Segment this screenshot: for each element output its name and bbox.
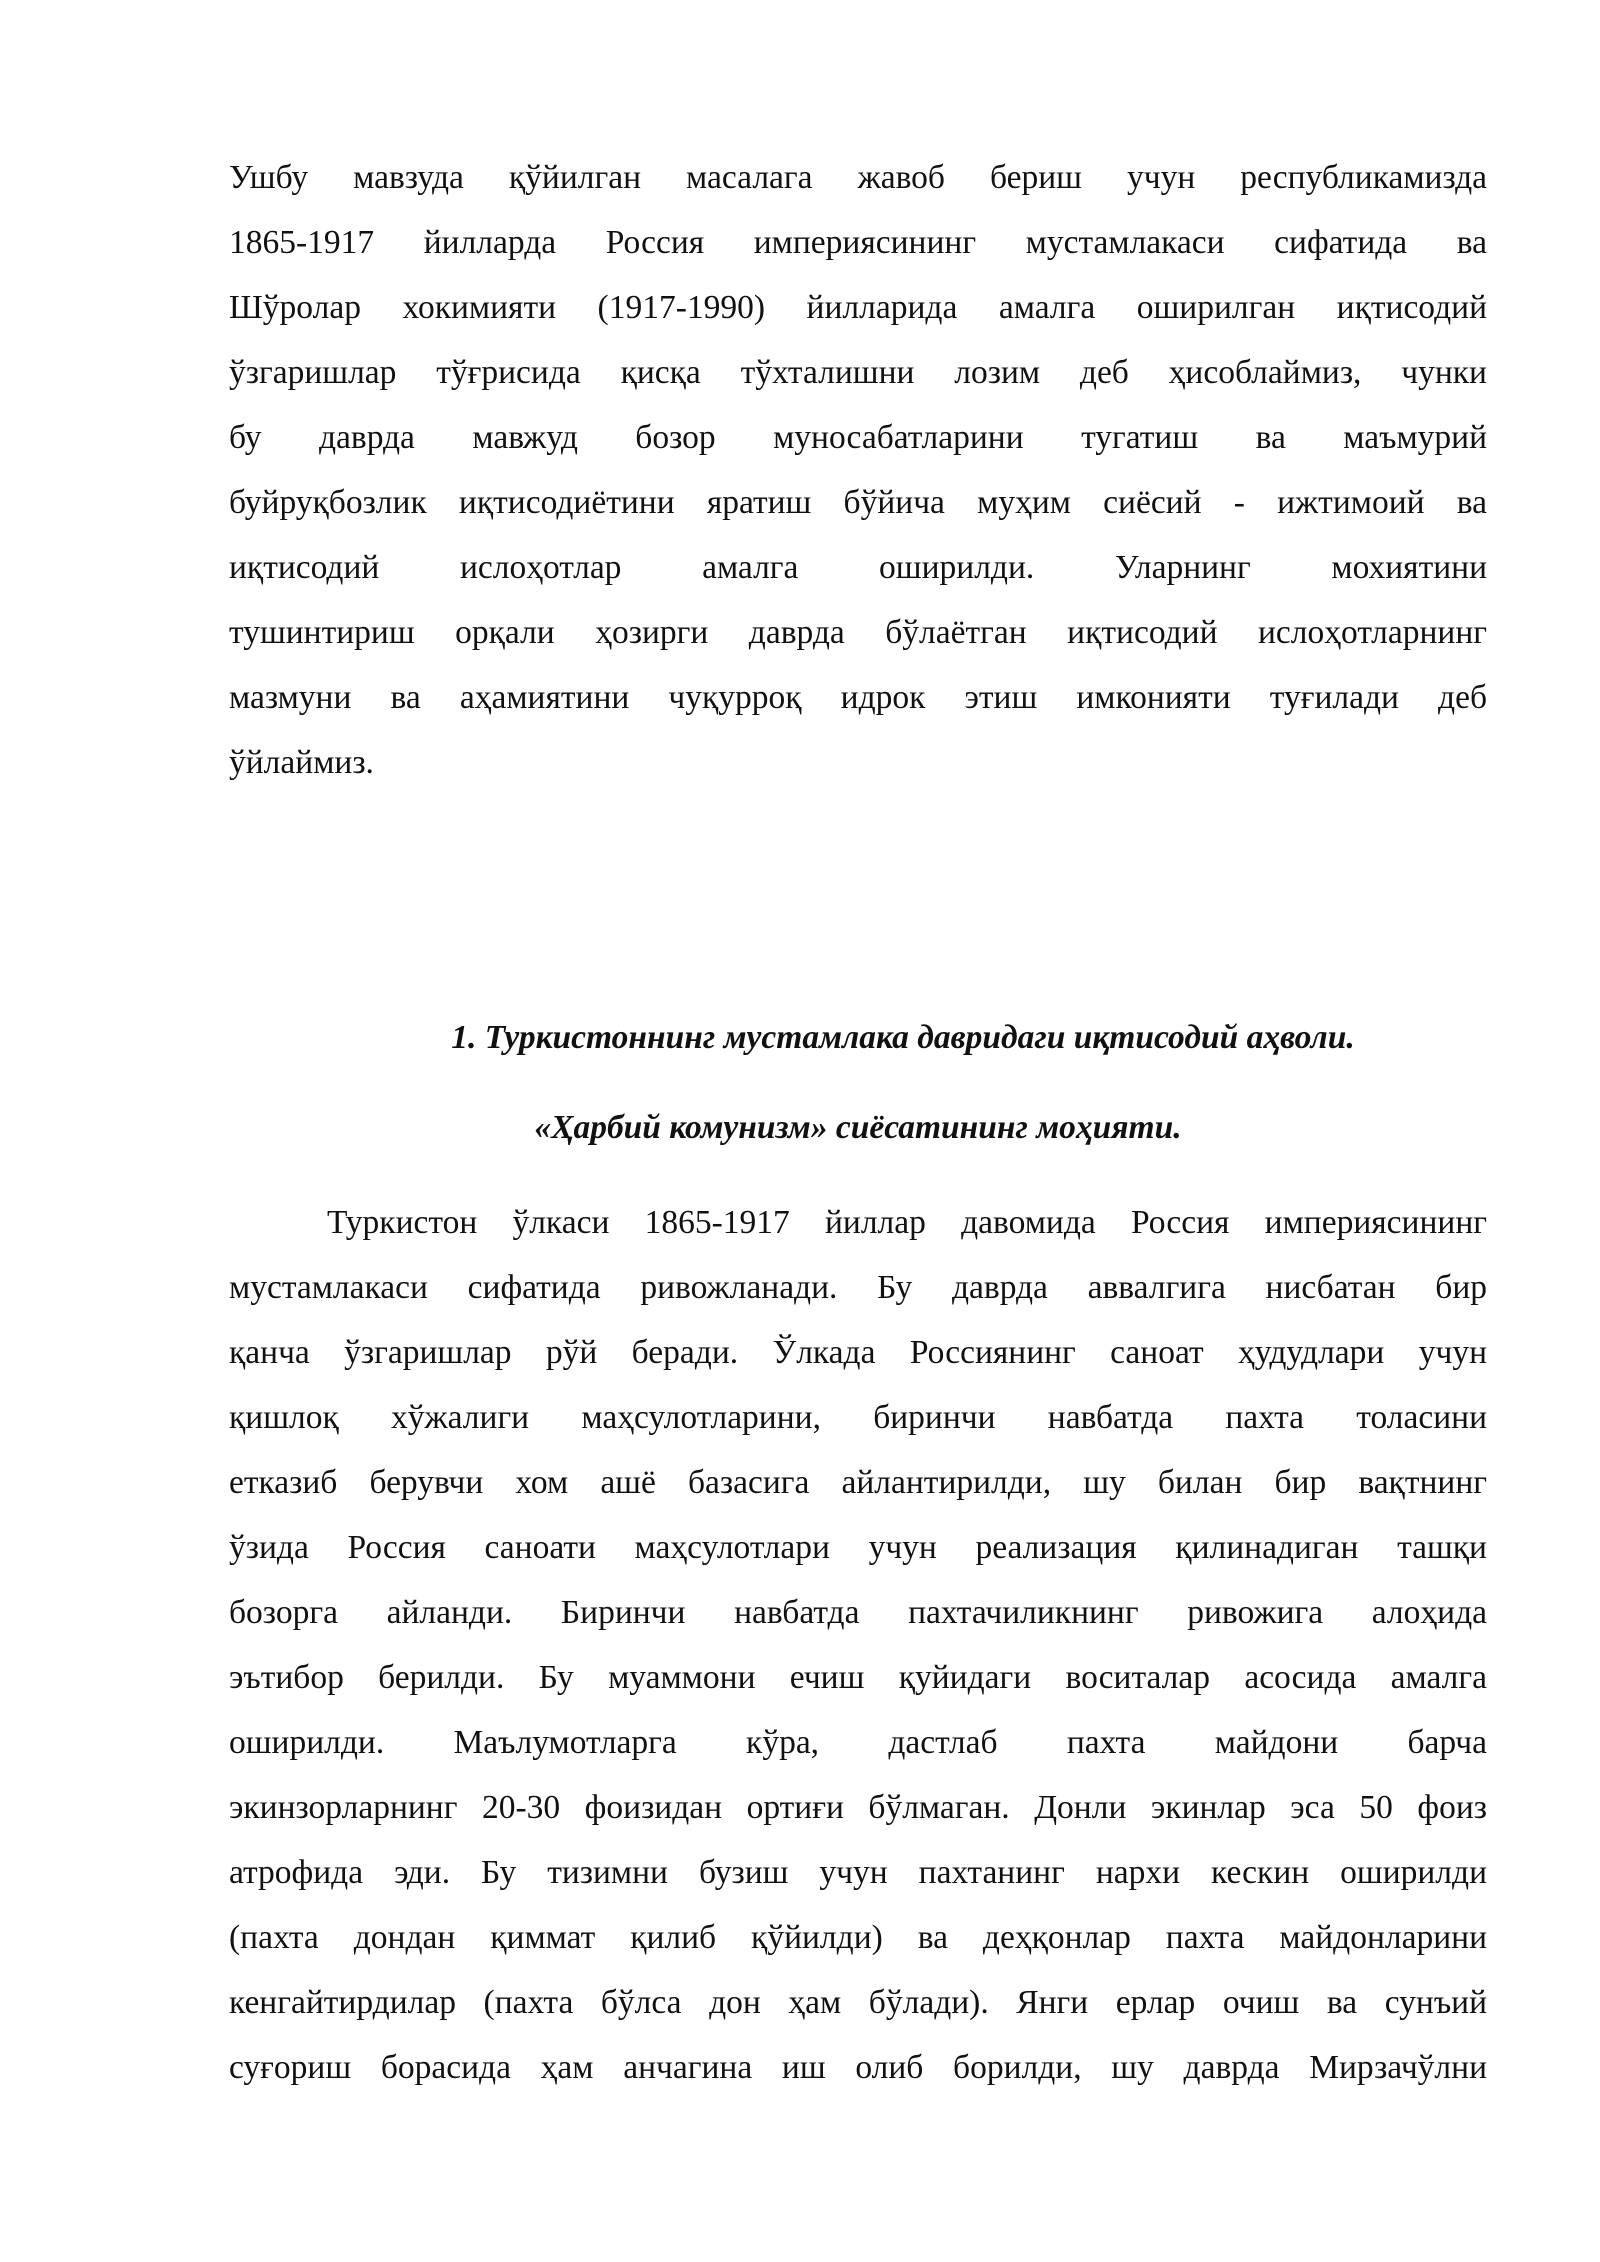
body-line: қишлоқ хўжалиги маҳсулотларини, биринчи навбатда пахта толасини — [229, 1399, 1487, 1436]
body-line: мустамлакаси сифатида ривожланади. Бу даврда аввалгига нисбатан бир — [229, 1269, 1487, 1306]
intro-line: буйруқбозлик иқтисодиётини яратиш бўйича муҳим сиёсий - ижтимоий ва — [229, 484, 1487, 521]
intro-line: тушинтириш орқали ҳозирги даврда бўлаётган иқтисодий ислоҳотларнинг — [229, 614, 1487, 651]
body-line: эътибор берилди. Бу муаммони ечиш қуйидаги воситалар асосида амалга — [229, 1659, 1487, 1696]
body-line: оширилди. Маълумотларга кўра, дастлаб пахта майдони барча — [229, 1724, 1487, 1761]
section-heading-subtitle: «Ҳарбий комунизм» сиёсатининг моҳияти. — [534, 1109, 1182, 1146]
body-line: кенгайтирдилар (пахта бўлса дон ҳам бўлади). Янги ерлар очиш ва сунъий — [229, 1984, 1487, 2021]
intro-paragraph — [229, 145, 1487, 795]
body-line: экинзорларнинг 20-30 фоизидан ортиғи бўлмаган. Донли экинлар эса 50 фоиз — [229, 1789, 1487, 1826]
intro-line: ўйлаймиз. — [229, 744, 374, 781]
body-paragraph — [229, 1190, 1487, 2100]
intro-line: 1865-1917 йилларда Россия империясининг мустамлакаси сифатида ва — [229, 224, 1487, 261]
intro-line: Шўролар хокимияти (1917-1990) йилларида амалга оширилган иқтисодий — [229, 289, 1487, 326]
intro-line: бу даврда мавжуд бозор муносабатларини тугатиш ва маъмурий — [229, 419, 1487, 456]
section-heading — [229, 1005, 1487, 1160]
intro-line: мазмуни ва аҳамиятини чуқурроқ идрок этиш имконияти туғилади деб — [229, 679, 1487, 716]
body-line: ўзида Россия саноати маҳсулотлари учун реализация қилинадиган ташқи — [229, 1529, 1487, 1566]
body-line: қанча ўзгаришлар рўй беради. Ўлкада Россиянинг саноат ҳудудлари учун — [229, 1334, 1487, 1371]
body-line: (пахта дондан қиммат қилиб қўйилди) ва деҳқонлар пахта майдонларини — [229, 1919, 1487, 1956]
body-line: атрофида эди. Бу тизимни бузиш учун пахтанинг нархи кескин оширилди — [229, 1854, 1487, 1891]
body-line: етказиб берувчи хом ашё базасига айлантирилди, шу билан бир вақтнинг — [229, 1464, 1487, 1501]
body-line: суғориш борасида ҳам анчагина иш олиб борилди, шу даврда Мирзачўлни — [229, 2049, 1487, 2086]
section-heading-title: 1. Туркистоннинг мустамлака давридаги иқтисодий аҳволи. — [451, 1019, 1355, 1056]
body-line: Туркистон ўлкаси 1865-1917 йиллар давомида Россия империясининг — [327, 1204, 1487, 1241]
intro-line: Ушбу мавзуда қўйилган масалага жавоб бериш учун республикамизда — [229, 159, 1487, 196]
body-line: бозорга айланди. Биринчи навбатда пахтачиликнинг ривожига алоҳида — [229, 1594, 1487, 1631]
intro-line: иқтисодий ислоҳотлар амалга оширилди. Уларнинг мохиятини — [229, 549, 1487, 586]
intro-line: ўзгаришлар тўғрисида қисқа тўхталишни лозим деб ҳисоблаймиз, чунки — [229, 354, 1487, 391]
